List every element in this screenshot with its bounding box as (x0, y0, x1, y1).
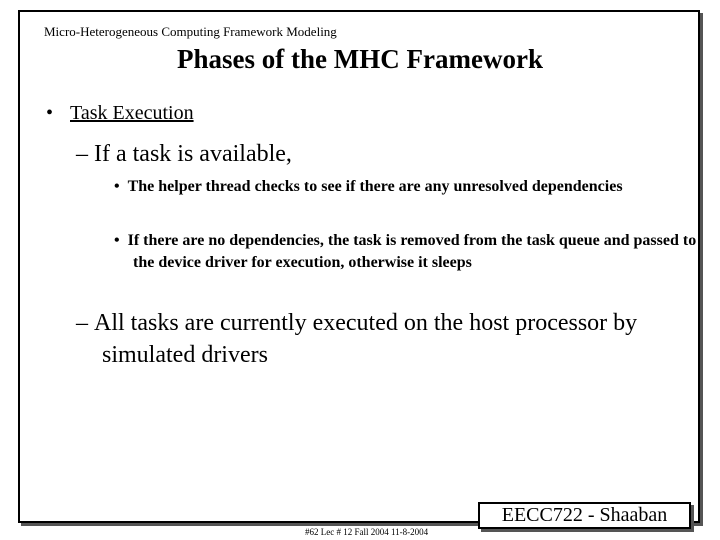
header-caption: Micro-Heterogeneous Computing Framework Modeling (44, 24, 337, 39)
bullet-task-execution (46, 102, 194, 125)
course-label-box: EECC722 - Shaaban (478, 502, 691, 529)
section-heading: Task Execution (70, 102, 194, 124)
point-helper-thread (114, 176, 708, 198)
point-text: The helper thread checks to see if there are any unresolved dependencies (127, 178, 623, 195)
dash-mark: – (76, 141, 88, 167)
dash-mark: – (76, 310, 88, 336)
bullet-mark: • (114, 232, 120, 249)
point-text: If there are no dependencies, the task is removed from the task queue and passed to the device driver for execution, otherwise it sleeps (127, 232, 697, 271)
sub-bullet-text: All tasks are currently executed on the host processor by simulated drivers (94, 310, 638, 368)
sub-bullet-text: If a task is available, (94, 141, 292, 167)
point-no-dependencies (114, 230, 708, 274)
footer-slide-info: #62 Lec # 12 Fall 2004 11-8-2004 (305, 527, 429, 537)
sub-bullet-host-processor (76, 307, 702, 371)
bullet-mark: • (114, 178, 120, 195)
slide-title: Phases of the MHC Framework (177, 44, 543, 74)
sub-bullet-task-available (76, 138, 702, 170)
bullet-mark: • (46, 102, 54, 124)
